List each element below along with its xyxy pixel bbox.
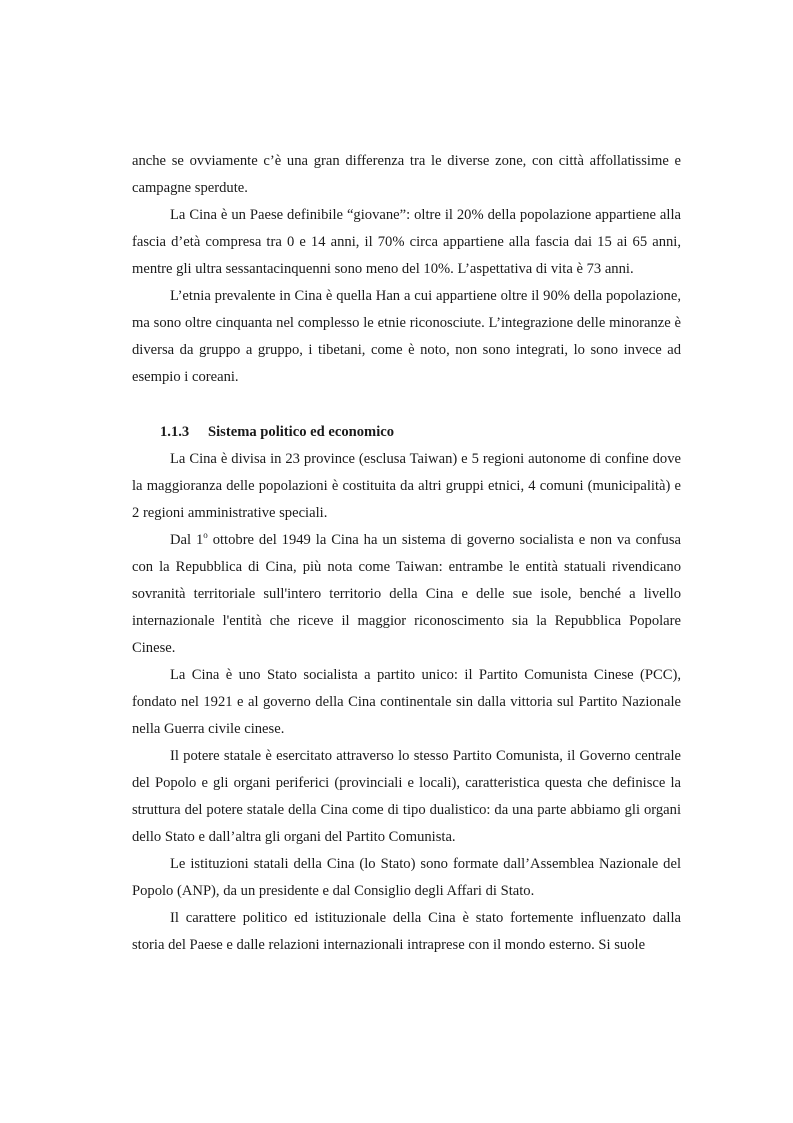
paragraph-text-prefix: Dal 1 [170, 532, 204, 548]
paragraph-administrative-divisions [132, 446, 681, 527]
section-spacer [132, 391, 681, 419]
paragraph-ethnic-groups: L’etnia prevalente in Cina è quella Han a cui appartiene oltre il 90% della popolazione, ma sono oltre cinquanta nel complesso le etnie riconosciute. L’integrazione delle minoranze è diversa da gruppo a gruppo, i tibetani, come è noto, non sono integrati, lo sono invece ad esempio i coreani. [132, 288, 681, 385]
ordinal-superscript: o [203, 530, 208, 541]
paragraph-text: La Cina è divisa in 23 province (esclusa Taiwan) e 5 regioni autonome di confine dove la maggioranza delle popolazioni è costituita da altri gruppi etnici, 4 comuni (municipalità) e 2 regioni amministrative speciali. [132, 451, 681, 521]
paragraph-state-power: Il potere statale è esercitato attraverso lo stesso Partito Comunista, il Governo centrale del Popolo e gli organi periferici (provinciali e locali), caratteristica questa che definisce la struttura del potere statale della Cina come di tipo dualistico: da una parte abbiamo gli organi dello Stato e dall’altra gli organi del Partito Comunista. [132, 748, 681, 845]
paragraph-age-structure: La Cina è un Paese definibile “giovane”: oltre il 20% della popolazione appartiene alla fascia d’età compresa tra 0 e 14 anni, il 70% circa appartiene alla fascia dai 15 ai 65 anni, mentre gli ultra sessantacinquenni sono meno del 10%. L’aspettativa di vita è 73 anni. [132, 207, 681, 277]
paragraph-text-rest: ottobre del 1949 la Cina ha un sistema di governo socialista e non va confusa con la Repubblica di Cina, più nota come Taiwan: entrambe le entità statuali rivendicano sovranità territoriale sull'intero territorio della Cina e delle sue isole, benché a livello internazionale l'entità che riceve il maggior riconoscimento sia la Repubblica Popolare Cinese. [132, 532, 681, 656]
section-number: 1.1.3 [160, 424, 190, 440]
paragraph-single-party: La Cina è uno Stato socialista a partito unico: il Partito Comunista Cinese (PCC), fondato nel 1921 e al governo della Cina continentale sin dalla vittoria sul Partito Nazionale nella Guerra civile cinese. [132, 667, 681, 737]
paragraph-political-character: Il carattere politico ed istituzionale della Cina è stato fortemente influenzato dalla storia del Paese e dalle relazioni internazionali intraprese con il mondo esterno. Si suole [132, 910, 681, 953]
section-heading [132, 419, 681, 446]
paragraph-continuation: anche se ovviamente c’è una gran differenza tra le diverse zone, con città affollatissime e campagne sperdute. [132, 153, 681, 196]
paragraph-state-institutions: Le istituzioni statali della Cina (lo Stato) sono formate dall’Assemblea Nazionale del Popolo (ANP), da un presidente e dal Consiglio degli Affari di Stato. [132, 856, 681, 899]
section-title: Sistema politico ed economico [208, 424, 395, 440]
paragraph-government-system [132, 527, 681, 662]
document-body [132, 148, 681, 959]
